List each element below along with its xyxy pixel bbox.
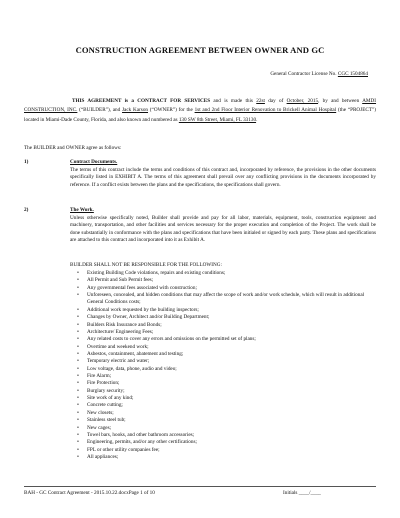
- list-item: • Concrete cutting;: [70, 402, 376, 409]
- agreement-day: 22st: [256, 98, 265, 104]
- intro-text: day of: [264, 98, 287, 104]
- list-item: • Any governmental fees associated with construction;: [70, 285, 376, 292]
- list-item: • Any related costs to cover any errors and omissions on the permitted set of plans;: [70, 336, 376, 343]
- agreement-month-year: October, 2015: [286, 98, 319, 104]
- list-item: • New cages;: [70, 425, 376, 432]
- list-item: • Engineering, permits, and/or any other certifications;: [70, 439, 376, 446]
- contractor-name: AMDI CONSTRUCTION, INC.: [24, 98, 377, 114]
- license-number: CGC 1504864: [337, 71, 368, 77]
- section-number: 2): [24, 207, 29, 213]
- not-responsible-list: [70, 270, 376, 461]
- footer-divider: [24, 486, 376, 487]
- list-item: • Asbestos, containment, abatement and testing;: [70, 351, 376, 358]
- license-prefix: General Contractor License No.: [270, 71, 338, 77]
- list-item: • All Permit and Sub Permit fees;: [70, 277, 376, 284]
- list-item: • Fire Alarm;: [70, 373, 376, 380]
- footer-initials: Initials ____/____: [283, 490, 321, 496]
- project-address: 130 SW 8th Street, Miami, FL 33130: [178, 116, 257, 123]
- list-item: • Low voltage, data, phone, audio and video;: [70, 366, 376, 373]
- list-item: • Stainless steel tub;: [70, 417, 376, 424]
- list-item: • Changes by Owner, Architect and/or Building Department;: [70, 314, 376, 321]
- intro-text: .: [256, 116, 258, 123]
- not-responsible-heading: BUILDER SHALL NOT BE RESPONSIBLE FOR THE FOLLOWING:: [70, 262, 222, 268]
- section-body-contract-documents: The terms of this contract include the terms and conditions of this contract and, incorporated by reference, the provisions in the other documents specifically listed in EXHIBIT A. The terms of this agreement shall prevail over any conflicting provisions in the documents incorporated by reference. If a conflict exists between the plans and the specifications, the specifications shall govern.: [70, 167, 376, 188]
- intro-text: , by and between: [318, 98, 363, 104]
- list-item: • Overtime and weekend work;: [70, 344, 376, 351]
- intro-text: and is made this: [210, 98, 257, 104]
- list-item: • Burglary security;: [70, 388, 376, 395]
- license-line: [270, 71, 368, 77]
- intro-text: (“BUILDER”), and: [77, 107, 123, 114]
- agree-line: The BUILDER and OWNER agree as follows:: [24, 145, 122, 151]
- list-item: • Site work of any kind;: [70, 395, 376, 402]
- list-item: • Temporary electric and water;: [70, 358, 376, 365]
- intro-text: (the “PROJECT”) located in Miami-Dade County, Florida, and also known and numbered as: [24, 107, 377, 123]
- list-item: • FPL or other utility companies fee;: [70, 447, 376, 454]
- document-title: CONSTRUCTION AGREEMENT BETWEEN OWNER AND GC: [75, 45, 325, 55]
- footer-document-info: BAH - GC Contract Agreement - 2015.10.22.docxPage 1 of 10: [24, 490, 155, 496]
- project-description: 1st and 2nd Floor Interior Renovation to Brickell Animal Hospital: [194, 107, 337, 114]
- list-item: • Towel bars, hooks, and other bathroom accessories;: [70, 432, 376, 439]
- section-body-the-work: Unless otherwise specifically noted, Builder shall provide and pay for all labor, materials, equipment, tools, construction equipment and machinery, transportation, and other facilities and services necessary for the proper execution and completion of the Project. The work shall be done substantially in conformance with the plans and specifications that have been initialed or signed by each party. These plans and specifications are attached to this contract and incorporated into it as Exhibit A.: [70, 215, 376, 244]
- list-item: • Fire Protection;: [70, 380, 376, 387]
- list-item: • Builders Risk Insurance and Bonds;: [70, 322, 376, 329]
- section-heading-the-work: The Work.: [70, 207, 94, 213]
- list-item: • Existing Building Code violations, repairs and existing conditions;: [70, 270, 376, 277]
- intro-bold-lead: THIS AGREEMENT is a CONTRACT FOR SERVICES: [72, 98, 211, 104]
- intro-paragraph: [24, 97, 376, 125]
- list-item: • Architecture/ Engineering Fees;: [70, 329, 376, 336]
- section-heading-contract-documents: Contract Documents.: [70, 159, 118, 165]
- list-item: • All appliances;: [70, 454, 376, 461]
- owner-name: Jack Karson: [122, 107, 149, 114]
- list-item: • Additional work requested by the building inspectors;: [70, 307, 376, 314]
- section-number: 1): [24, 159, 29, 165]
- list-item: • New closets;: [70, 410, 376, 417]
- intro-text: (“OWNER”) for the: [148, 107, 195, 114]
- list-item: • Unforeseen, concealed, and hidden conditions that may affect the scope of work and/or work schedule, which will result in additional General Conditions costs;: [70, 292, 376, 307]
